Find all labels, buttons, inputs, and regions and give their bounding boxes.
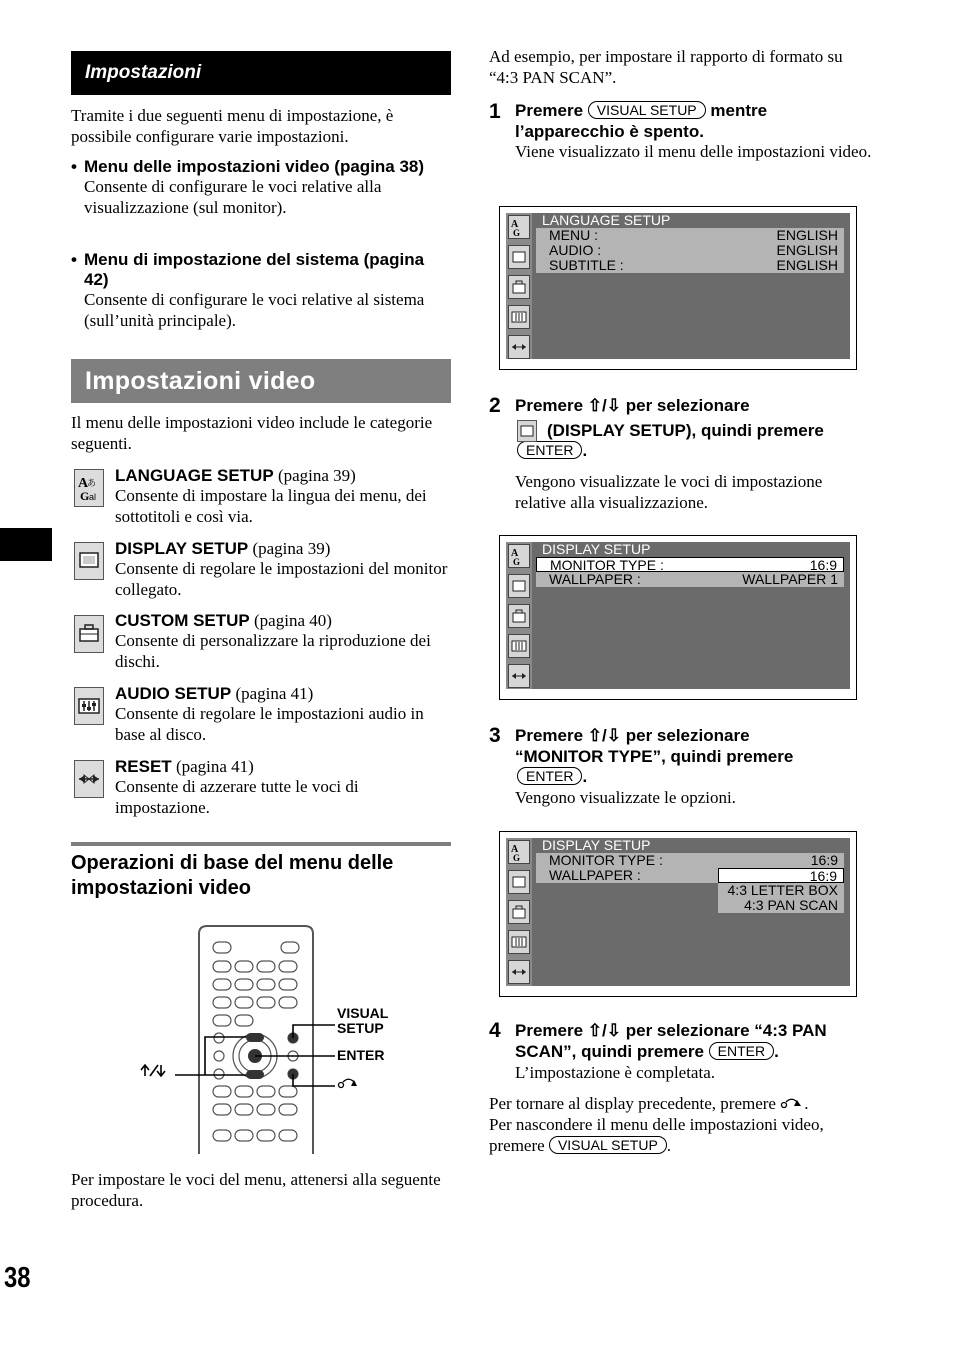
- osd-option-label: 4:3 LETTER BOX: [727, 882, 838, 898]
- bullet-title: Menu di impostazione del sistema (pagina 42): [84, 250, 425, 289]
- enter-label: ENTER: [337, 1047, 385, 1063]
- reset-icon: [508, 664, 530, 688]
- video-intro: Il menu delle impostazioni video include le categorie seguenti.: [71, 413, 433, 453]
- step-4-instruction: Premere ⇧/⇩ per selezionare “4:3 PAN SCAN”, quindi premere ENTER .: [515, 1021, 827, 1061]
- svg-text:あ: あ: [87, 478, 97, 488]
- osd-sidebar: [506, 838, 532, 986]
- svg-text:A: A: [511, 219, 519, 230]
- enter-key: ENTER: [517, 441, 582, 459]
- osd-sidebar: [506, 542, 532, 689]
- osd-row-monitor-type[interactable]: [536, 853, 844, 868]
- reset-icon: [74, 760, 104, 798]
- up-down-arrow-icon: [141, 1065, 165, 1076]
- step-text: SCAN”, quindi premere: [515, 1041, 704, 1061]
- osd-title: DISPLAY SETUP: [542, 541, 651, 557]
- osd-row-value: 16:9: [810, 852, 838, 868]
- display-setup-icon: [508, 870, 530, 894]
- custom-setup-icon: [508, 604, 530, 628]
- step-text: per selezionare: [625, 726, 750, 745]
- osd-row-value: ENGLISH: [776, 242, 838, 258]
- step-3-result: Vengono visualizzate le opzioni.: [515, 788, 736, 807]
- osd-settings-panel: [536, 557, 844, 587]
- procedure-intro: Per impostare le voci del menu, attenersi alla seguente procedura.: [71, 1170, 441, 1210]
- custom-setup-icon: [508, 275, 530, 299]
- bullet-system-menu: • Menu di impostazione del sistema (pagina 42) Consente di configurare le voci relative al sistema (sull’unità principale).: [71, 250, 451, 331]
- category-description: Consente di regolare le impostazioni audio in base al disco.: [115, 704, 424, 744]
- svg-text:A: A: [78, 476, 89, 491]
- osd-row-value: WALLPAPER 1: [742, 571, 838, 587]
- step-text: mentre l’apparecchio è spento.: [515, 101, 768, 141]
- step-text: per selezionare: [625, 396, 750, 415]
- osd-row-value: ENGLISH: [776, 227, 838, 243]
- audio-setup-icon: [74, 687, 104, 725]
- bullet-title: Menu delle impostazioni video (pagina 38): [84, 157, 425, 176]
- svg-text:G: G: [513, 853, 521, 863]
- page-number: 38: [4, 1262, 31, 1294]
- remote-control-illustration: [135, 922, 405, 1154]
- audio-setup-icon: [508, 305, 530, 329]
- category-page-ref: (pagina 40): [254, 611, 332, 630]
- step-text: (DISPLAY SETUP), quindi premere: [547, 420, 824, 440]
- category-reset: [115, 756, 455, 818]
- footer-text: .: [666, 1135, 672, 1155]
- category-language-setup: [115, 465, 455, 527]
- intro-paragraph: Tramite i due seguenti menu di impostazione, è possibile configurare varie impostazioni.: [71, 106, 394, 146]
- osd-sidebar: [506, 213, 532, 359]
- osd-option-label: 16:9: [809, 868, 837, 884]
- category-title: AUDIO SETUP: [115, 684, 232, 703]
- osd-row-label: SUBTITLE :: [549, 257, 624, 273]
- up-down-arrow-icon: ⇧/⇩: [587, 726, 622, 745]
- step-text: “MONITOR TYPE”, quindi premere: [515, 746, 794, 766]
- osd-row-monitor-type[interactable]: [536, 557, 844, 572]
- up-down-arrow-icon: ⇧/⇩: [587, 1021, 622, 1040]
- footer-text: Per nascondere il menu delle impostazioni video, premere: [489, 1115, 824, 1155]
- svg-text:al: al: [89, 492, 97, 502]
- svg-text:A: A: [511, 548, 519, 559]
- category-title: DISPLAY SETUP: [115, 539, 249, 558]
- osd-options-list: [718, 868, 844, 913]
- step-3-instruction: Premere ⇧/⇩ per selezionare “MONITOR TYPE”, quindi premere ENTER .: [515, 726, 794, 786]
- step-text: per selezionare “4:3 PAN: [625, 1021, 827, 1040]
- svg-text:A: A: [511, 844, 519, 855]
- step-1-instruction: [515, 101, 875, 142]
- step-number: 1: [489, 100, 501, 123]
- up-down-arrow-icon: ⇧/⇩: [587, 396, 622, 415]
- language-setup-icon: [508, 544, 530, 568]
- enter-key: ENTER: [709, 1042, 774, 1060]
- bullet-text: Consente di configurare le voci relative al sistema (sull’unità principale).: [84, 290, 425, 330]
- category-page-ref: (pagina 41): [235, 684, 314, 703]
- category-audio-setup: [115, 683, 455, 745]
- language-setup-icon: [74, 469, 104, 507]
- osd-row-audio[interactable]: [536, 243, 844, 258]
- osd-row-label: MONITOR TYPE :: [550, 557, 664, 573]
- svg-text:G: G: [513, 228, 521, 238]
- osd-option-label: 4:3 PAN SCAN: [744, 897, 838, 913]
- osd-screen-display-setup: [499, 535, 857, 700]
- category-custom-setup: [115, 610, 455, 672]
- category-description: Consente di impostare la lingua dei menu, dei sottotitoli e così via.: [115, 486, 427, 526]
- section-header-impostazioni: Impostazioni: [71, 51, 451, 95]
- step-2-result: Vengono visualizzate le voci di impostazione relative alla visualizzazione.: [515, 472, 823, 512]
- step-text: Premere: [515, 726, 584, 745]
- category-title: RESET: [115, 757, 172, 776]
- step-number: 4: [489, 1019, 501, 1042]
- category-title: CUSTOM SETUP: [115, 611, 250, 630]
- bullet-text: Consente di configurare le voci relative alla visualizzazione (sul monitor).: [84, 177, 382, 217]
- category-description: Consente di regolare le impostazioni del monitor collegato.: [115, 559, 448, 599]
- step-number: 3: [489, 724, 501, 747]
- osd-row-value: 16:9: [809, 557, 837, 573]
- osd-row-wallpaper[interactable]: [536, 572, 844, 587]
- audio-setup-icon: [508, 634, 530, 658]
- bullet-video-menu: • Menu delle impostazioni video (pagina 38) Consente di configurare le voci relative alla visualizzazione (sul monitor).: [71, 157, 451, 218]
- visual-setup-label: VISUAL SETUP: [337, 1005, 389, 1036]
- visual-setup-key: VISUAL SETUP: [549, 1136, 667, 1154]
- step-1-result: Viene visualizzato il menu delle impostazioni video.: [515, 142, 872, 161]
- step-text: Premere: [515, 1021, 584, 1040]
- return-icon: [339, 1079, 358, 1087]
- category-description: Consente di personalizzare la riproduzione dei dischi.: [115, 631, 431, 671]
- footer-text: .: [804, 1094, 809, 1113]
- footer-return-instruction: [489, 1094, 879, 1115]
- svg-text:G: G: [513, 557, 521, 567]
- reset-icon: [508, 335, 530, 359]
- osd-row-value: ENGLISH: [776, 257, 838, 273]
- example-intro: Ad esempio, per impostare il rapporto di formato su “4:3 PAN SCAN”.: [489, 47, 843, 87]
- reset-icon: [508, 960, 530, 984]
- display-setup-icon: [508, 245, 530, 269]
- step-text: Premere: [515, 101, 584, 120]
- step-4-result: L’impostazione è completata.: [515, 1063, 715, 1082]
- footer-text: Per tornare al display precedente, premere: [489, 1094, 776, 1113]
- osd-row-subtitle[interactable]: [536, 258, 844, 273]
- basic-operations-header: Operazioni di base del menu delle impostazioni video: [71, 842, 451, 901]
- language-setup-icon: [508, 840, 530, 864]
- osd-title: LANGUAGE SETUP: [542, 212, 671, 228]
- osd-screen-monitor-type-options: [499, 831, 857, 997]
- svg-text:G: G: [80, 489, 90, 503]
- osd-option-pan-scan[interactable]: [718, 898, 844, 913]
- category-description: Consente di azzerare tutte le voci di impostazione.: [115, 777, 359, 817]
- category-page-ref: (pagina 41): [175, 757, 254, 776]
- custom-setup-icon: [508, 900, 530, 924]
- display-setup-icon: [517, 420, 537, 442]
- category-page-ref: (pagina 39): [277, 466, 356, 485]
- osd-row-label: AUDIO :: [549, 242, 602, 258]
- custom-setup-icon: [74, 615, 104, 653]
- visual-setup-key: VISUAL SETUP: [588, 101, 706, 119]
- return-icon: [780, 1096, 804, 1110]
- osd-option-letter-box[interactable]: [718, 883, 844, 898]
- osd-row-label: MENU :: [549, 227, 598, 243]
- osd-row-label: MONITOR TYPE :: [549, 852, 663, 868]
- category-title: LANGUAGE SETUP: [115, 466, 274, 485]
- step-number: 2: [489, 394, 501, 417]
- osd-settings-panel: [536, 228, 844, 273]
- osd-row-label: WALLPAPER :: [549, 867, 641, 883]
- language-setup-icon: [508, 215, 530, 239]
- category-page-ref: (pagina 39): [252, 539, 331, 558]
- enter-key: ENTER: [517, 767, 582, 785]
- osd-row-menu[interactable]: [536, 228, 844, 243]
- osd-option-16-9[interactable]: [718, 868, 844, 883]
- osd-title: DISPLAY SETUP: [542, 837, 651, 853]
- audio-setup-icon: [508, 930, 530, 954]
- category-display-setup: [115, 538, 455, 600]
- step-2-instruction: Premere ⇧/⇩ per selezionare (DISPLAY SETUP), quindi premere ENTER .: [515, 396, 824, 460]
- display-setup-icon: [508, 574, 530, 598]
- osd-screen-language-setup: [499, 206, 857, 370]
- video-settings-header: Impostazioni video: [71, 359, 451, 403]
- osd-row-label: WALLPAPER :: [549, 571, 641, 587]
- section-tab-marker: [0, 528, 52, 561]
- display-setup-icon: [74, 542, 104, 580]
- step-text: Premere: [515, 396, 584, 415]
- footer-hide-instruction: [489, 1115, 879, 1156]
